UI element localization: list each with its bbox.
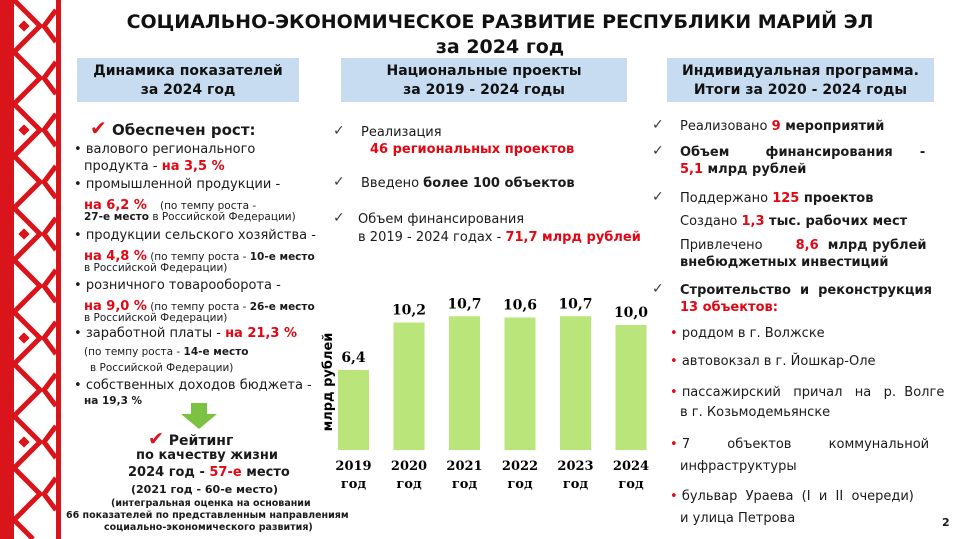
industry-place-row — [84, 211, 296, 223]
supported-suffix: проектов — [799, 191, 874, 206]
list-item-grp — [74, 142, 255, 157]
checkmark-icon: ✓ — [333, 210, 345, 226]
rating-line5: (интегральная оценка на основании — [111, 498, 311, 509]
bar-value-label: 10,6 — [502, 297, 538, 314]
rating-line4: (2021 год - 60-е место) — [131, 483, 278, 496]
bullet-icon: • — [74, 326, 82, 341]
retail-place: 26-е место — [249, 301, 315, 313]
bar-2019 — [338, 370, 369, 450]
financing-line1: Объем финансирования — [358, 212, 525, 227]
bar-value-label: 10,2 — [391, 302, 427, 319]
x-tick-sublabel: год — [396, 477, 422, 492]
rating-line7: социально-экономического развития) — [104, 522, 313, 533]
growth-heading — [90, 116, 256, 140]
jobs-line — [680, 214, 907, 229]
financing-period: в 2019 - 2024 годах - — [358, 230, 506, 245]
financing-bar-chart — [316, 270, 656, 495]
rating-place: 57-е — [209, 465, 242, 480]
jobs-suffix: тыс. рабочих мест — [764, 214, 908, 229]
wage-label: заработной платы - — [85, 326, 226, 341]
bar-2021 — [449, 316, 480, 450]
program-financing-line2 — [680, 162, 806, 177]
x-tick-label: 2023 — [557, 459, 594, 474]
rating-line2: по качеству жизни — [136, 448, 278, 463]
x-tick-label: 2019 — [335, 459, 372, 474]
bullet-icon: • — [670, 385, 682, 400]
checkmark-icon: ✓ — [652, 189, 664, 205]
bar-value-label: 10,7 — [558, 296, 593, 313]
bullet-icon: • — [670, 326, 682, 341]
object-item-cont: и улица Петрова — [680, 511, 796, 526]
check-icon: ✔ — [90, 116, 107, 140]
construction-line2 — [680, 300, 778, 315]
events-label: Реализовано — [680, 119, 772, 134]
rating-title: Рейтинг — [168, 433, 234, 449]
agriculture-place: 10-е место — [249, 251, 315, 263]
investments-unit: млрд рублей — [818, 238, 927, 253]
supported-label: Поддержано — [680, 191, 773, 206]
growth-title: Обеспечен рост: — [112, 121, 256, 139]
x-tick-label: 2022 — [501, 459, 539, 474]
industry-place: 27-е место — [84, 211, 149, 223]
supported-projects-line — [680, 191, 873, 206]
bar-2022 — [505, 318, 536, 451]
construction-count: 13 объектов: — [680, 300, 778, 315]
checkmark-icon: ✓ — [652, 281, 664, 297]
bar-2020 — [394, 323, 425, 451]
object-label: роддом в г. Волжске — [681, 326, 825, 341]
industry-note: (по темпу роста - — [159, 200, 257, 212]
object-item-cont: в г. Козьмодемьянске — [680, 405, 831, 420]
rating-line6: 66 показателей по представленным направлениям — [66, 510, 349, 521]
bar-value-label: 10,0 — [613, 305, 649, 321]
x-tick-label: 2024 — [612, 459, 650, 474]
events-suffix: мероприятий — [780, 119, 885, 134]
bar-2023 — [560, 316, 591, 450]
check-icon: ✔ — [148, 428, 164, 450]
agriculture-value: на 4,8 % — [84, 249, 147, 264]
objects-label: Введено — [361, 176, 424, 191]
bar-value-label: 6,4 — [341, 350, 366, 366]
jobs-count: 1,3 — [741, 214, 765, 229]
supported-count: 125 — [772, 191, 800, 206]
wage-note: (по темпу роста - — [84, 346, 184, 358]
checkmark-icon: ✓ — [652, 143, 664, 159]
budget-label: собственных доходов бюджета - — [85, 378, 312, 393]
agriculture-tail: в Российской Федерации) — [84, 262, 228, 274]
header-individual-program — [667, 58, 934, 102]
bar-2024 — [616, 325, 647, 450]
rating-place-tail: место — [241, 465, 290, 480]
x-tick-sublabel: год — [507, 477, 533, 492]
projects-count — [370, 142, 574, 157]
x-tick-label: 2020 — [390, 459, 428, 474]
object-item — [670, 354, 876, 369]
object-label: бульвар Ураева (I и II очереди) — [681, 489, 914, 504]
x-tick-label: 2021 — [446, 459, 483, 474]
investments-line2: внебюджетных инвестиций — [680, 255, 889, 270]
checkmark-icon: ✓ — [333, 123, 345, 139]
investments-value: 8,6 — [795, 238, 819, 253]
x-tick-sublabel: год — [618, 477, 644, 492]
agriculture-note: (по темпу роста - — [146, 251, 250, 263]
wage-note-row — [84, 346, 249, 358]
list-item-industry — [74, 177, 280, 192]
industry-label: промышленной продукции - — [85, 177, 281, 192]
checkmark-icon: ✓ — [333, 174, 345, 190]
header-national-line2: за 2019 - 2024 годы — [403, 82, 565, 98]
projects-line1: Реализация — [361, 125, 442, 140]
program-financing-line1: Объем финансирования - — [680, 145, 926, 160]
jobs-label: Создано — [680, 214, 742, 229]
object-item — [670, 326, 825, 341]
retail-tail: в Российской Федерации) — [84, 312, 228, 324]
object-item-cont: инфраструктуры — [680, 459, 797, 474]
financing-line2 — [358, 230, 641, 245]
events-line — [680, 119, 884, 134]
list-item-retail — [74, 278, 281, 293]
page-number: 2 — [942, 516, 950, 529]
budget-value: на 19,3 % — [84, 395, 143, 407]
page-title — [120, 10, 880, 60]
list-item-wage — [74, 326, 297, 341]
projects-count-text: 46 региональных проектов — [370, 142, 575, 157]
x-tick-sublabel: год — [451, 477, 478, 492]
object-item — [670, 437, 929, 452]
header-individual-line1: Индивидуальная программа. — [682, 63, 919, 79]
investments-line — [680, 238, 927, 253]
header-individual-line2: Итоги за 2020 - 2024 годы — [693, 82, 908, 98]
header-indicators-line2: за 2024 год — [140, 82, 236, 98]
rating-year: 2024 год - — [128, 465, 210, 480]
investments-label: Привлечено — [680, 238, 796, 253]
checkmark-icon: ✓ — [652, 117, 664, 133]
list-item-grp-cont — [84, 159, 225, 174]
x-tick-sublabel: год — [340, 477, 367, 492]
bullet-icon: • — [670, 437, 682, 452]
industry-place-tail: в Российской Федерации) — [148, 211, 296, 223]
bullet-icon: • — [670, 354, 682, 369]
title-line-2: за 2024 год — [435, 36, 565, 58]
industry-value: на 6,2 % — [84, 198, 147, 213]
x-tick-sublabel: год — [562, 477, 589, 492]
bullet-icon: • — [670, 489, 682, 504]
grp-value: на 3,5 % — [161, 159, 225, 174]
list-item-budget — [74, 378, 312, 393]
header-national-projects — [341, 58, 627, 102]
events-count: 9 — [771, 119, 781, 134]
program-financing-unit: млрд рублей — [703, 162, 807, 177]
grp-label-2: продукта - — [84, 159, 162, 174]
list-item-agriculture — [74, 228, 316, 243]
wage-place: 14-е место — [183, 346, 249, 358]
grp-label: валового регионального — [85, 142, 256, 157]
header-national-line1: Национальные проекты — [386, 63, 582, 79]
retail-note: (по темпу роста - — [146, 301, 250, 313]
arrow-down-icon — [179, 403, 219, 429]
bullet-icon: • — [74, 142, 82, 157]
object-item — [670, 489, 914, 504]
retail-value: на 9,0 % — [84, 299, 147, 314]
construction-line1: Строительство и реконструкция — [680, 283, 932, 298]
bullet-icon: • — [74, 278, 82, 293]
bullet-icon: • — [74, 177, 82, 192]
objects-line — [361, 176, 575, 191]
agriculture-label: продукции сельского хозяйства - — [85, 228, 316, 243]
program-financing-value: 5,1 — [680, 162, 704, 177]
title-line-1: СОЦИАЛЬНО-ЭКОНОМИЧЕСКОЕ РАЗВИТИЕ РЕСПУБЛИКИ МАРИЙ ЭЛ — [126, 11, 874, 33]
y-axis-label: млрд рублей — [321, 332, 336, 432]
header-indicators-line1: Динамика показателей — [93, 63, 283, 79]
bullet-icon: • — [74, 378, 82, 393]
bullet-icon: • — [74, 228, 82, 243]
object-label: пассажирский причал на р. Волге — [681, 385, 945, 400]
rating-line3 — [128, 465, 290, 480]
object-item — [670, 385, 944, 400]
financing-value: 71,7 млрд рублей — [505, 230, 641, 245]
wage-value: на 21,3 % — [225, 326, 297, 341]
object-label: автовокзал в г. Йошкар-Оле — [681, 354, 876, 369]
bar-value-label: 10,7 — [447, 296, 482, 313]
retail-label: розничного товарооборота - — [85, 278, 281, 293]
objects-value: более 100 объектов — [423, 176, 575, 191]
wage-tail: в Российской Федерации) — [90, 362, 234, 374]
header-indicators — [77, 58, 299, 102]
ornament-border — [0, 0, 70, 539]
rating-heading — [148, 428, 233, 450]
object-label: 7 объектов коммунальной — [681, 437, 930, 452]
